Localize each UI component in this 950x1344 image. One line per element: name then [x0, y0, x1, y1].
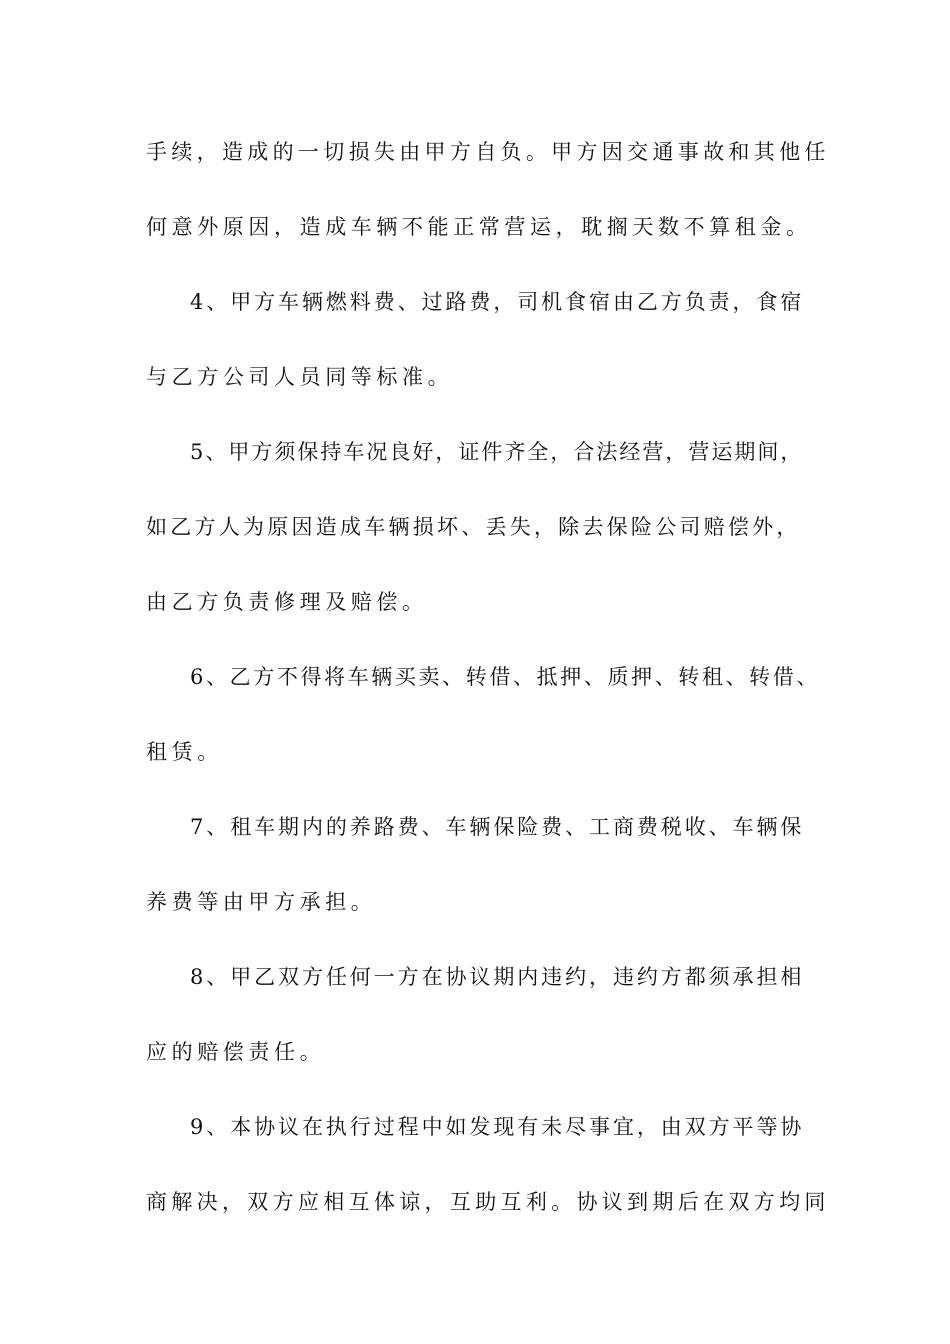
clause-8-line-1: 8、甲乙双方任何一方在协议期内违约，违约方都须承担相 — [190, 965, 802, 989]
clause-6-line-1: 6、乙方不得将车辆买卖、转借、抵押、质押、转租、转借、 — [190, 665, 818, 689]
clause-7-line-1: 7、租车期内的养路费、车辆保险费、工商费税收、车辆保 — [190, 815, 802, 839]
clause-5-line-1: 5、甲方须保持车况良好，证件齐全，合法经营，营运期间， — [190, 440, 802, 464]
clause-9-line-1: 9、本协议在执行过程中如发现有未尽事宜，由双方平等协 — [190, 1115, 802, 1139]
clause-4-line-1: 4、甲方车辆燃料费、过路费，司机食宿由乙方负责，食宿 — [190, 290, 802, 314]
clause-5-line-2: 如乙方人为原因造成车辆损坏、丢失，除去保险公司赔偿外， — [146, 515, 798, 539]
clause-7-line-2: 养费等由甲方承担。 — [146, 890, 377, 914]
clause-8-line-2: 应的赔偿责任。 — [146, 1040, 326, 1064]
paragraph-line-1: 手续，造成的一切损失由甲方自负。甲方因交通事故和其他任 — [146, 140, 826, 164]
clause-5-line-3: 由乙方负责修理及赔偿。 — [146, 590, 428, 614]
clause-9-line-2: 商解决，双方应相互体谅，互助互利。协议到期后在双方均同 — [146, 1190, 826, 1214]
clause-6-line-2: 租赁。 — [146, 740, 223, 764]
paragraph-line-2: 何意外原因，造成车辆不能正常营运，耽搁天数不算租金。 — [146, 215, 812, 239]
clause-4-line-2: 与乙方公司人员同等标准。 — [146, 365, 454, 389]
